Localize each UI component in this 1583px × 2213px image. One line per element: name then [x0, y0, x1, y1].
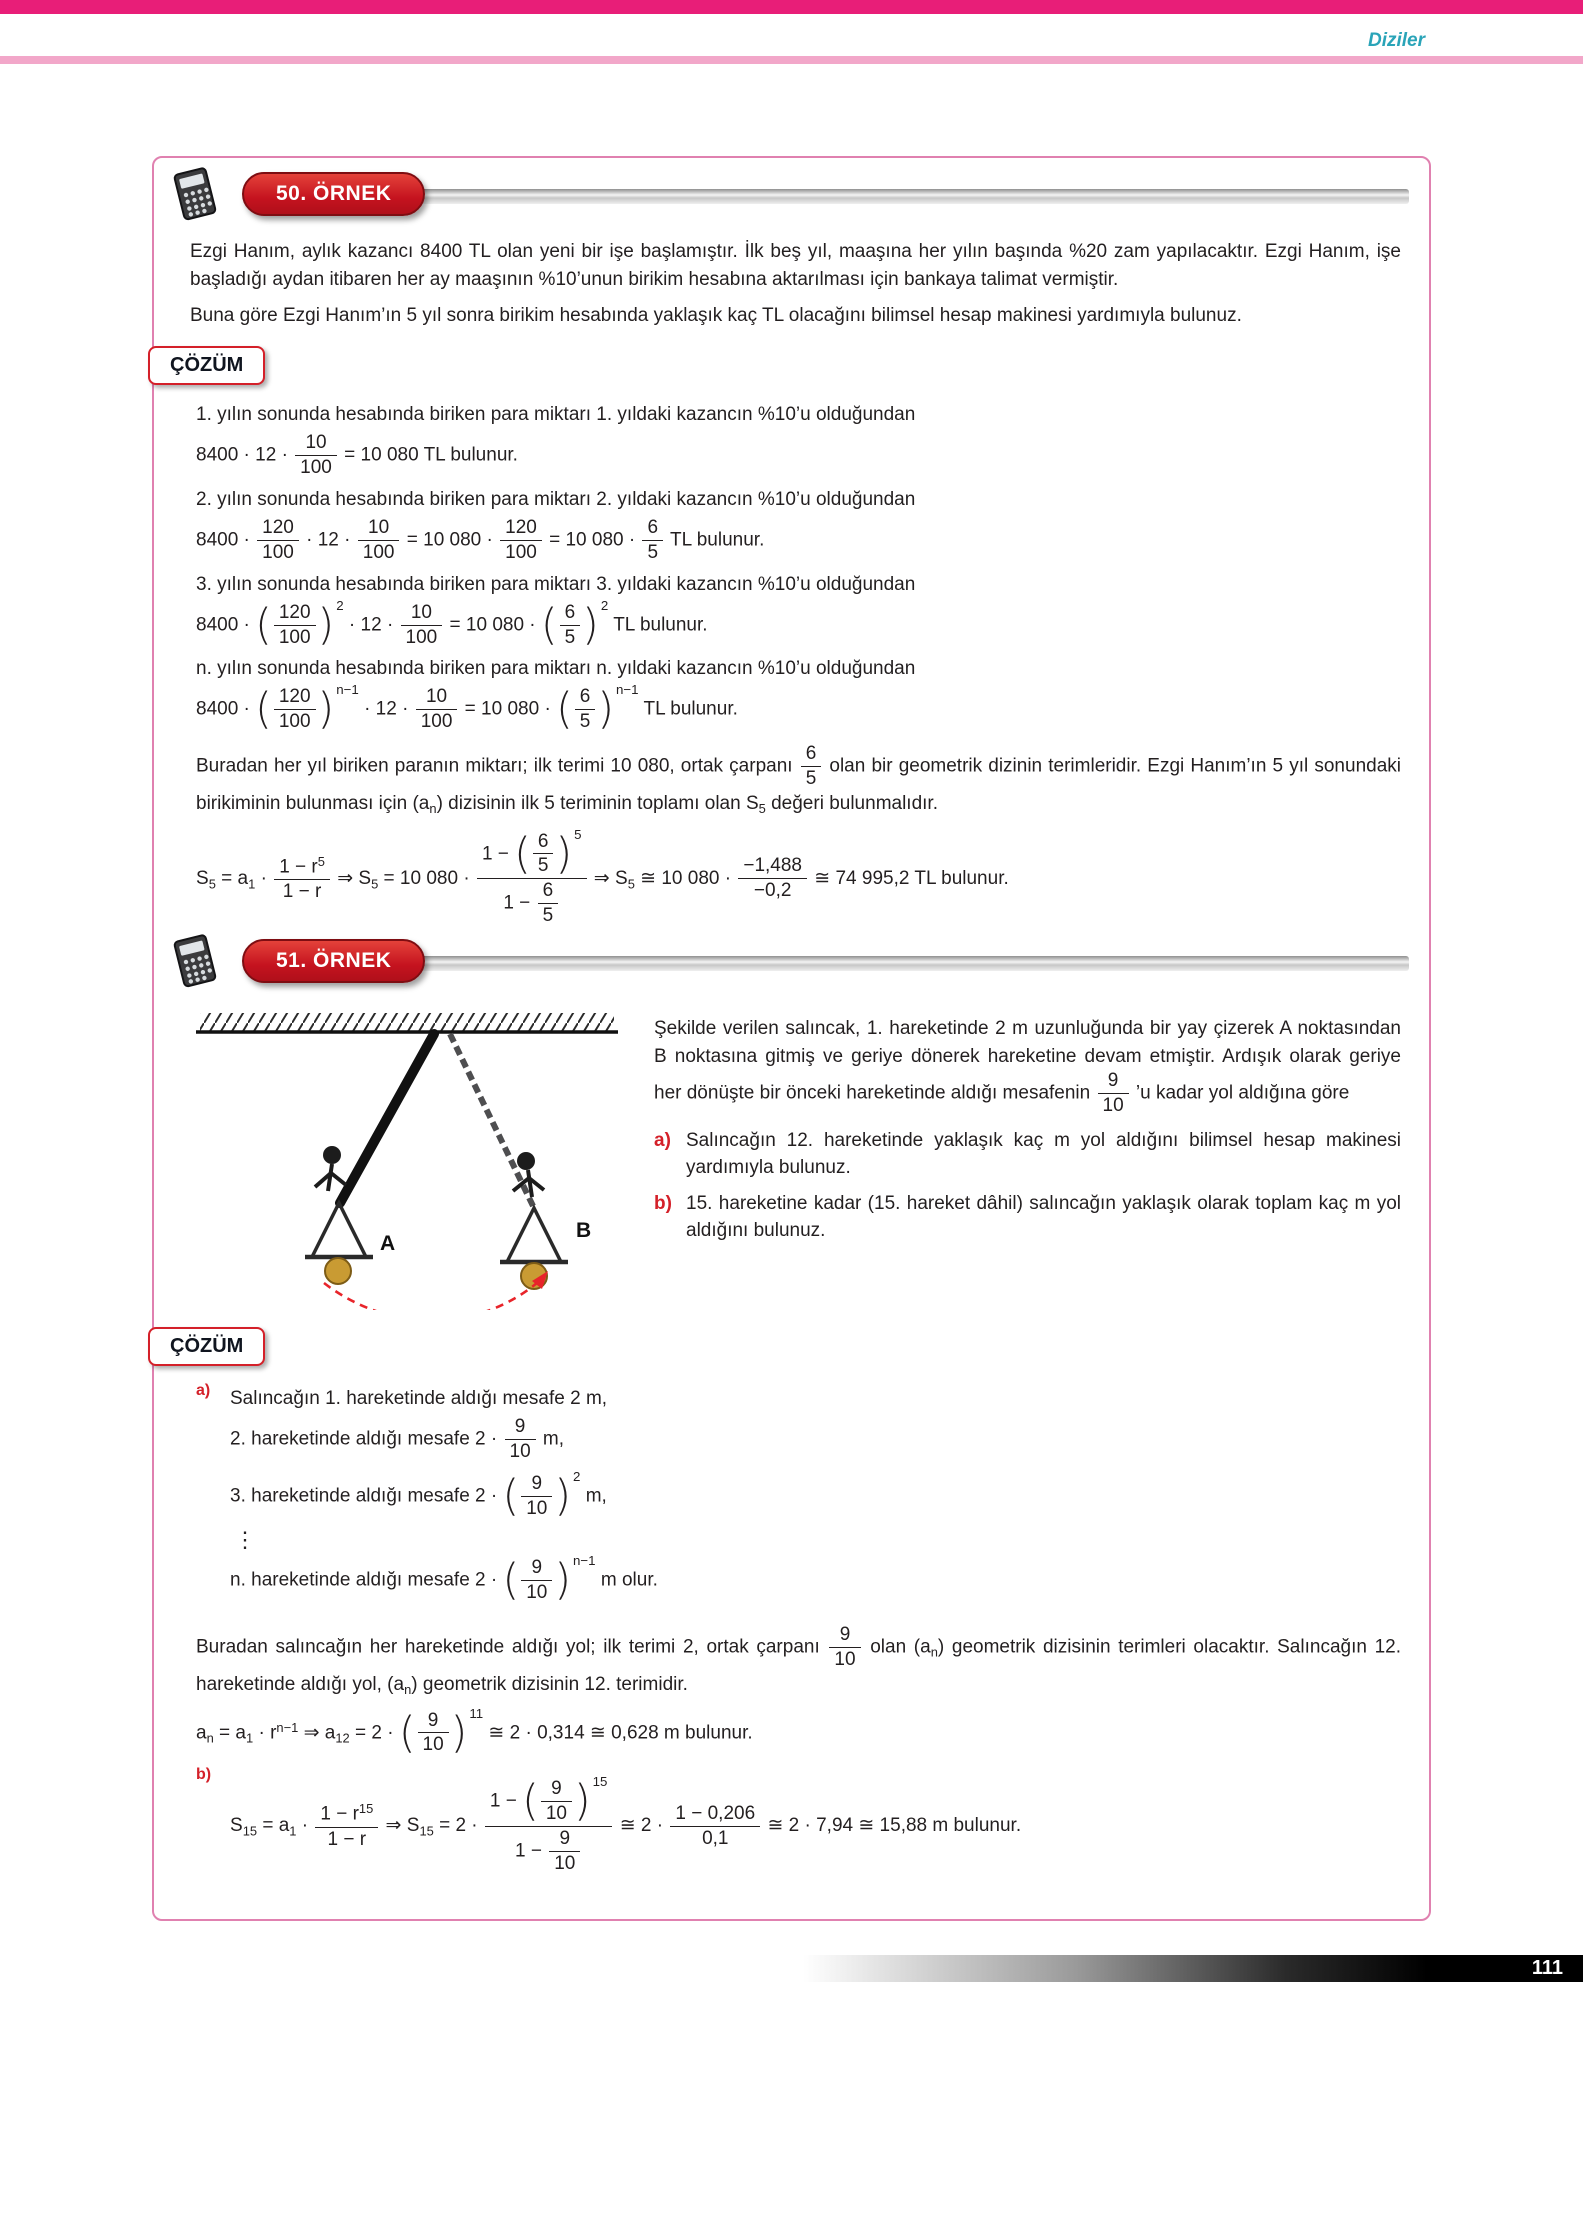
example50-title: 50. ÖRNEK: [242, 172, 425, 216]
step2-text: 2. yılın sonunda hesabında biriken para miktarı 2. yıldaki kazancın %10’u olduğundan: [196, 489, 916, 511]
formula-S15: $S_{15} = a_1$ · $\frac{1 - r^{15}}{1 - r}$ ⇒ $S_{15} = 2$ · 1 − ( $\frac{9}{10}$ ) 15 1 − $\frac{9}{10}$ ≅ 2 · $\frac{1 - 0,206}{0,1}$ ≅ 2 · 7,94 ≅ 15,88 m bulunur.: [230, 1774, 1022, 1874]
page-number: 111: [1531, 1956, 1563, 1979]
solution-a-line2: 2. hareketinde aldığı mesafe 2 · $\frac{9}{10}$ m,: [230, 1416, 565, 1462]
swing-b: [500, 1208, 568, 1289]
content-frame: [152, 156, 1431, 1921]
example51-header: [182, 941, 1401, 995]
footer-gradient-bar: [803, 1955, 1583, 1982]
chapter-title: Diziler: [1367, 30, 1425, 51]
cozum-label-51: ÇÖZÜM: [148, 1327, 265, 1366]
point-b-label: B: [576, 1219, 592, 1242]
chapter-underline-bar: [0, 56, 1583, 64]
solution-a-line3: 3. hareketinde aldığı mesafe 2 · ( $\frac{9}{10}$ ) 2 m,: [230, 1468, 607, 1521]
chapter-header: [0, 14, 1583, 56]
question-b-text: 15. hareketine kadar (15. hareket dâhil) salıncağın yaklaşık olarak toplam kaç m yol aldığını bulunuz.: [686, 1192, 1401, 1242]
calculator-icon: [168, 933, 220, 989]
question-a-label: a): [654, 1129, 671, 1151]
solution-a-content: [230, 1382, 1401, 1614]
swing-a: [305, 1203, 373, 1284]
page-footer: [0, 1943, 1583, 2003]
solution-a: [196, 1382, 1401, 1614]
example51-intro: Şekilde verilen salıncak, 1. hareketinde 2 m uzunluğunda bir yay çizerek A noktasından B noktasına gitmiş ve geriye dönerek hareketine devam etmiştir. Ardışık olarak geriye her dönüşte bir önceki hareketinde aldığı mesafenin $\frac{9}{10}$ ’u kadar yol aldığına göre: [654, 1018, 1401, 1116]
example51-body: [182, 1005, 1401, 1315]
solution-a-paragraph: Buradan salıncağın her hareketinde aldığı yol; ilk terimi 2, ortak çarpanı $\frac{9}{10}$ olan $(a_n)$ geometrik dizisinin terimleri olacaktır. Salıncağın 12. hareketinde aldığı yol, $(a_n)$ geometrik dizisinin 12. terimidir.: [196, 1624, 1402, 1697]
ceiling-hatch: [200, 1013, 614, 1031]
example-header-rule: [252, 189, 1409, 204]
formula-yearN: 8400 · ( $\frac{120}{100}$ ) n−1 · 12 · $\frac{10}{100}$ = 10 080 · ( $\frac{6}{5}$ ) n−1 TL bulunur.: [196, 682, 738, 735]
formula-year1: 8400 · 12 · $\frac{10}{100}$ = 10 080 TL bulunur.: [196, 432, 518, 479]
question-a-text: Salıncağın 12. hareketinde yaklaşık kaç m yol aldığını bilimsel hesap makinesi yardımıyla bulunuz.: [686, 1129, 1401, 1179]
example50-solution: [182, 404, 1401, 927]
step1-text: 1. yılın sonunda hesabında biriken para miktarı 1. yıldaki kazancın %10’u olduğundan: [196, 404, 916, 426]
formula-S5: $S_5 = a_1$ · $\frac{1 - r^5}{1 - r}$ ⇒ $S_5 = 10$ 080 · 1 − ( $\frac{6}{5}$ ) 5 1 − $\frac{6}{5}$ ⇒ $S_5$ ≅ 10 080 · $\frac{-1,488}{-0,2}$ ≅ 74 995,2 TL bulunur.: [196, 826, 1009, 927]
question-b-label: b): [654, 1192, 672, 1214]
vertical-dots: ⋮: [234, 1527, 256, 1553]
example51-title: 51. ÖRNEK: [242, 939, 425, 983]
formula-a12: $a_n = a_1 \cdot r^{n-1}$ ⇒ $a_{12} = 2$ · ( $\frac{9}{10}$ ) 11 ≅ 2 · 0,314 ≅ 0,628 m bulunur.: [196, 1705, 753, 1758]
solution-b: [196, 1766, 1401, 1888]
point-a-label: A: [380, 1232, 396, 1255]
formula-year3: 8400 · ( $\frac{120}{100}$ ) 2 · 12 · $\frac{10}{100}$ = 10 080 · ( $\frac{6}{5}$ ) 2 TL bulunur.: [196, 597, 708, 650]
question-a: [654, 1127, 1401, 1182]
example50-para2: Buna göre Ezgi Hanım’ın 5 yıl sonra birikim hesabında yaklaşık kaç TL olacağını bilimsel hesap makinesi yardımıyla bulunuz.: [190, 305, 1242, 327]
top-accent-bar: [0, 0, 1583, 14]
example50-conclusion-paragraph: Buradan her yıl biriken paranın miktarı; ilk terimi 10 080, ortak çarpanı $\frac{6}{5}$ olan bir geometrik dizinin terimleridir. Ezgi Hanım’ın 5 yıl sonundaki birikiminin bulunması için $(a_n)$ dizisinin ilk 5 teriminin toplamı olan $S_5$ değeri bulunmalıdır.: [196, 743, 1401, 816]
calculator-icon: [168, 166, 220, 222]
formula-year2: 8400 · $\frac{120}{100}$ · 12 · $\frac{10}{100}$ = 10 080 · $\frac{120}{100}$ = 10 080 · $\frac{6}{5}$ TL bulunur.: [196, 517, 765, 563]
solution-a-label: a): [196, 1382, 211, 1399]
example50-para1: Ezgi Hanım, aylık kazancı 8400 TL olan yeni bir işe başlamıştır. İlk beş yıl, maaşına her yılın başında %20 zam yapılacaktır. Ezgi Hanım, işe başladığı aydan itibaren her ay maaşının %10’unun birikim hesabına aktarılması için bankaya talimat vermiştir.: [190, 241, 1401, 291]
example51-solution: [182, 1382, 1401, 1889]
cozum-label-50: ÇÖZÜM: [148, 346, 265, 385]
question-b: [654, 1190, 1401, 1245]
motion-arc: [324, 1277, 544, 1310]
example51-text: [654, 1005, 1401, 1253]
step4-text: n. yılın sonunda hesabında biriken para miktarı n. yıldaki kazancın %10’u olduğundan: [196, 658, 916, 680]
solution-b-label: b): [196, 1766, 212, 1784]
example50-header: [182, 174, 1401, 228]
solution-b-content: [230, 1766, 1401, 1888]
solution-a-line4: n. hareketinde aldığı mesafe 2 · ( $\frac{9}{10}$ ) n−1 m olur.: [230, 1553, 658, 1606]
swing-beam-left: [340, 1034, 434, 1203]
step3-text: 3. yılın sonunda hesabında biriken para miktarı 3. yıldaki kazancın %10’u olduğundan: [196, 573, 916, 595]
example-header-rule: [252, 956, 1409, 971]
swing-figure: [182, 1005, 632, 1315]
person-a: [315, 1146, 346, 1191]
solution-a-line1: Salıncağın 1. hareketinde aldığı mesafe 2 m,: [230, 1388, 608, 1409]
